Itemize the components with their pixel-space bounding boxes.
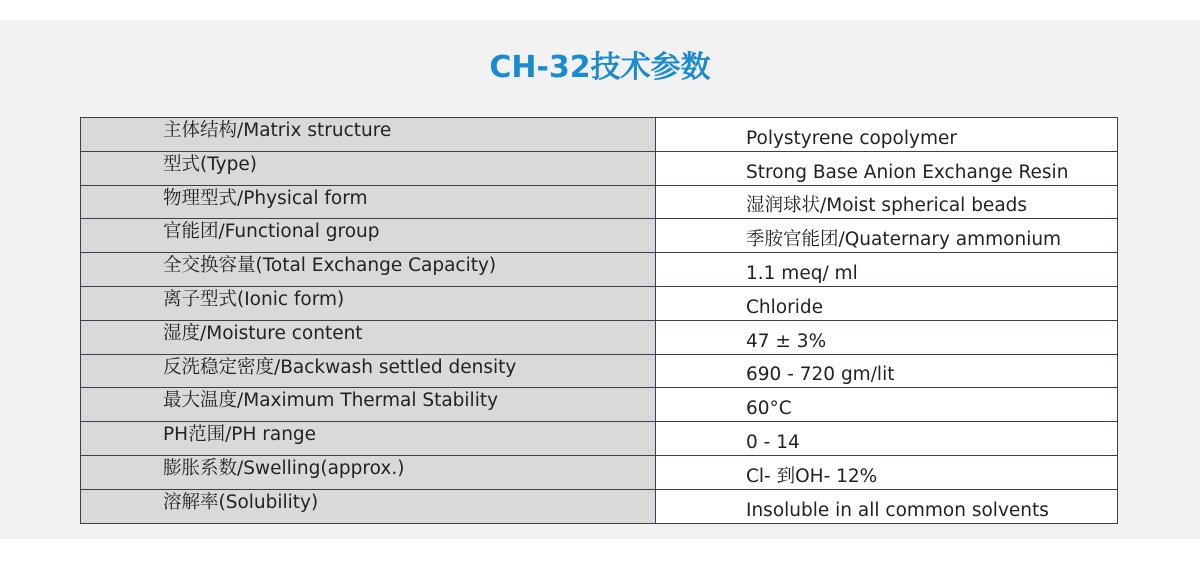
table-row [81,320,1118,354]
table-row [81,118,1118,152]
value-cell: Cl- 到OH- 12% [656,455,1118,489]
param-cell: 湿度/Moisture content [81,320,656,354]
param-cell: PH范围/PH range [81,422,656,456]
table-row [81,151,1118,185]
value-cell: 1.1 meq/ ml [656,253,1118,287]
table-row [81,455,1118,489]
param-cell: 反洗稳定密度/Backwash settled density [81,354,656,388]
value-cell: Insoluble in all common solvents [656,489,1118,523]
table-row [81,388,1118,422]
value-cell: 47 ± 3% [656,320,1118,354]
param-cell: 最大温度/Maximum Thermal Stability [81,388,656,422]
table-row [81,354,1118,388]
spec-table [80,117,1118,524]
value-cell: 690 - 720 gm/lit [656,354,1118,388]
value-cell: 60°C [656,388,1118,422]
table-row [81,422,1118,456]
param-cell: 溶解率(Solubility) [81,489,656,523]
value-cell: Strong Base Anion Exchange Resin [656,151,1118,185]
page-title: CH-32技术参数 [489,50,711,85]
param-cell: 官能团/Functional group [81,219,656,253]
table-row [81,489,1118,523]
value-cell: 0 - 14 [656,422,1118,456]
param-cell: 离子型式(Ionic form) [81,286,656,320]
table-row [81,286,1118,320]
value-cell: 湿润球状/Moist spherical beads [656,185,1118,219]
table-row [81,219,1118,253]
table-row [81,185,1118,219]
param-cell: 全交换容量(Total Exchange Capacity) [81,253,656,287]
param-cell: 膨胀系数/Swelling(approx.) [81,455,656,489]
value-cell: Chloride [656,286,1118,320]
param-cell: 物理型式/Physical form [81,185,656,219]
param-cell: 型式(Type) [81,151,656,185]
value-cell: Polystyrene copolymer [656,118,1118,152]
table-row [81,253,1118,287]
param-cell: 主体结构/Matrix structure [81,118,656,152]
value-cell: 季胺官能团/Quaternary ammonium [656,219,1118,253]
